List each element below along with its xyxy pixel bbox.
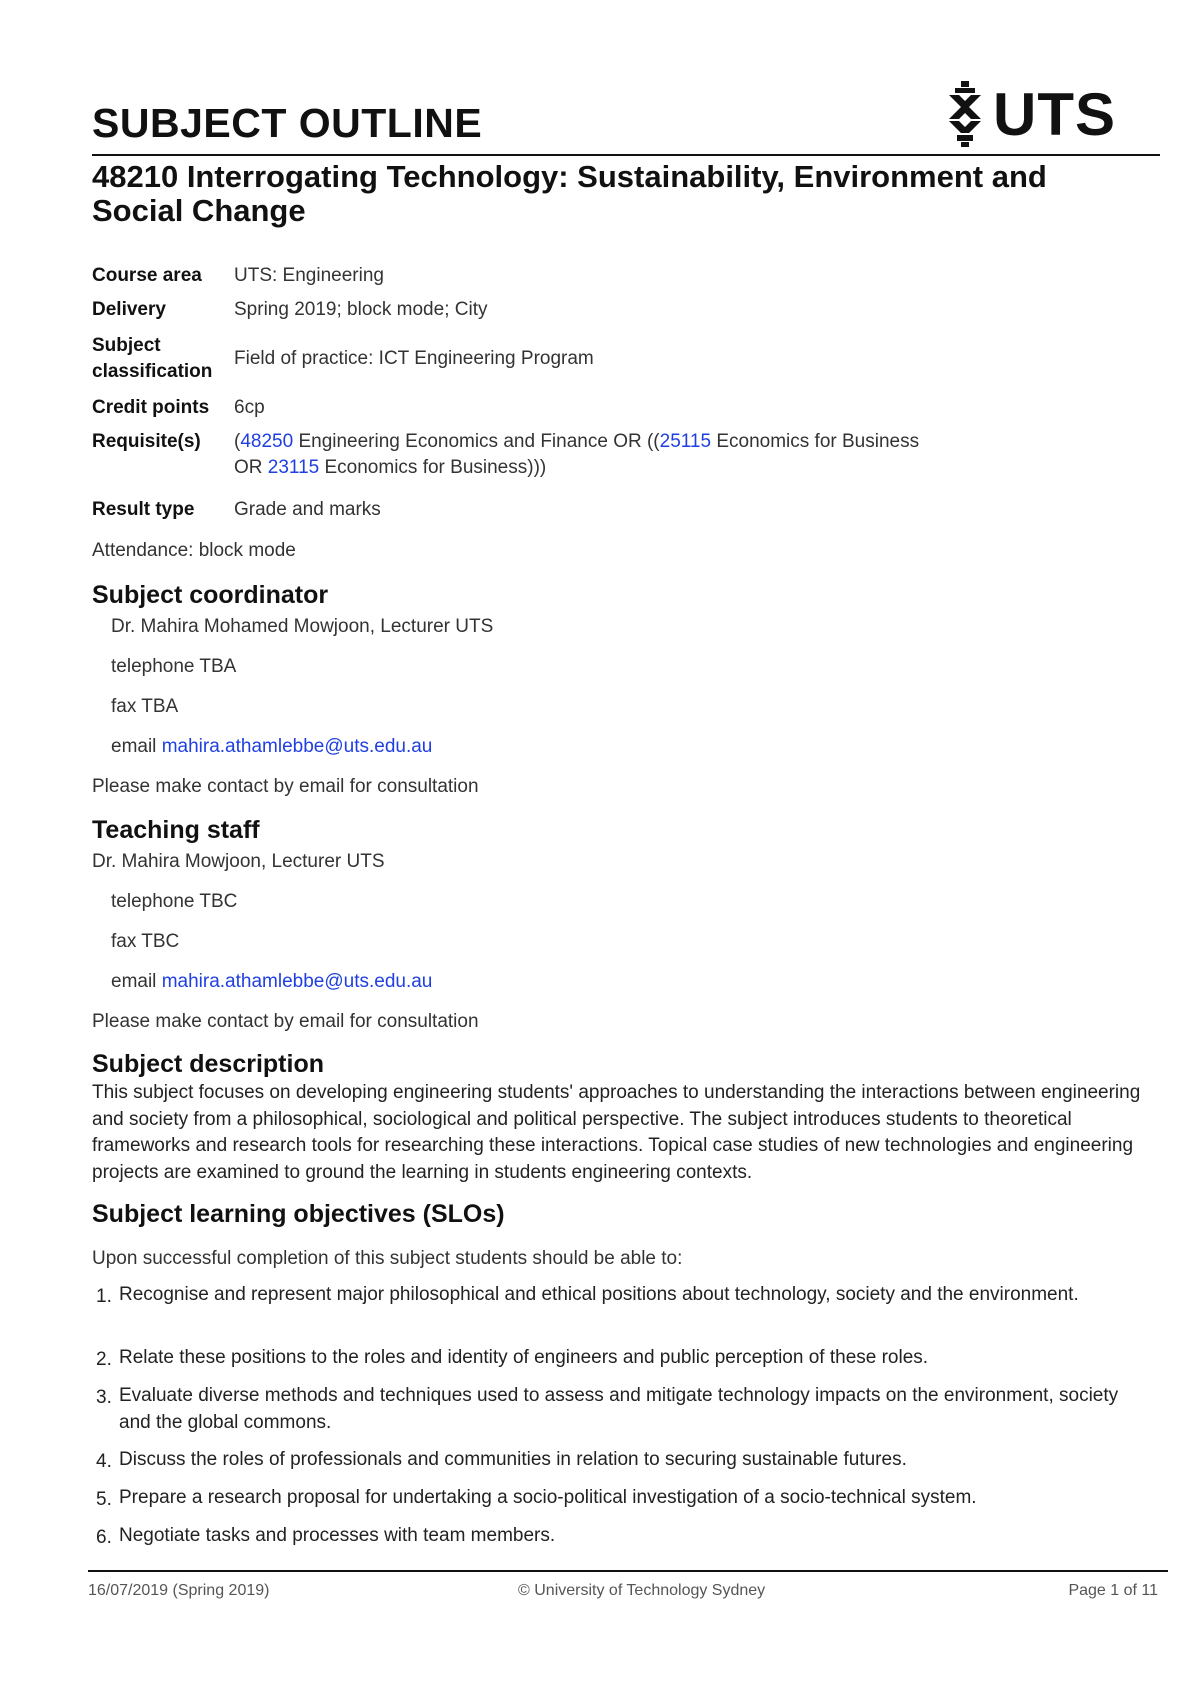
teaching-staff-name: Dr. Mahira Mowjoon, Lecturer UTS	[92, 851, 385, 872]
details-row-course-area	[92, 259, 919, 293]
teaching-staff-fax: fax TBC	[111, 931, 180, 952]
course-area-label: Course area	[92, 265, 202, 286]
delivery-label: Delivery	[92, 299, 166, 320]
slo-number: 2.	[96, 1349, 112, 1370]
req-text-3: OR	[234, 457, 268, 478]
slo-item	[92, 1345, 1152, 1372]
teaching-staff-heading: Teaching staff	[92, 816, 260, 844]
coordinator-name: Dr. Mahira Mohamed Mowjoon, Lecturer UTS	[111, 616, 494, 637]
subject-description-text: This subject focuses on developing engineering students' approaches to understanding the interactions between engineering and society from a philosophical, sociological and political perspective. The subject introduces students to theoretical frameworks and research tools for researching these interactions. Topical case studies of new technologies and engineering projects are examined to ground the learning in students engineering contexts.	[92, 1082, 1141, 1183]
footer-date: 16/07/2019 (Spring 2019)	[88, 1582, 270, 1599]
details-row-delivery	[92, 293, 919, 327]
slo-item	[92, 1383, 1152, 1436]
coordinator-fax: fax TBA	[111, 696, 179, 717]
slo-item	[92, 1523, 1152, 1550]
slo-text: Discuss the roles of professionals and communities in relation to securing sustainable futures.	[119, 1449, 907, 1470]
req-text-1: Engineering Economics and Finance OR ((	[293, 431, 660, 452]
classification-value: Field of practice: ICT Engineering Program	[234, 348, 594, 369]
slo-number: 1.	[96, 1286, 112, 1307]
subject-title: 48210 Interrogating Technology: Sustainability, Environment and Social Change	[92, 159, 1047, 228]
uts-logo	[943, 80, 1116, 148]
slo-number: 5.	[96, 1489, 112, 1510]
details-row-requisites	[92, 425, 919, 493]
teaching-staff-email-label: email	[111, 971, 157, 992]
req-open: (	[234, 431, 241, 452]
subject-details-table	[92, 259, 919, 527]
teaching-staff-email-line	[111, 971, 432, 993]
coordinator-heading: Subject coordinator	[92, 581, 329, 609]
coordinator-telephone: telephone TBA	[111, 656, 237, 677]
classification-label-line-2: classification	[92, 361, 213, 382]
delivery-value: Spring 2019; block mode; City	[234, 299, 488, 320]
slo-intro: Upon successful completion of this subject students should be able to:	[92, 1248, 683, 1269]
result-type-label: Result type	[92, 499, 195, 520]
slo-number: 3.	[96, 1387, 112, 1408]
slo-number: 4.	[96, 1451, 112, 1472]
slo-text: Prepare a research proposal for undertaking a socio-political investigation of a socio-technical system.	[119, 1487, 977, 1508]
slo-text: Negotiate tasks and processes with team members.	[119, 1525, 556, 1546]
requisite-link-25115[interactable]: 25115	[659, 431, 712, 452]
requisites-value	[234, 425, 919, 493]
classification-label	[92, 327, 234, 391]
slo-item	[92, 1282, 1152, 1309]
req-text-2: Economics for Business	[711, 431, 920, 452]
page-footer	[88, 1570, 1168, 1602]
classification-label-line-1: Subject	[92, 335, 161, 356]
page-header	[92, 80, 1160, 156]
teaching-staff-telephone: telephone TBC	[111, 891, 238, 912]
footer-copyright: © University of Technology Sydney	[518, 1582, 766, 1599]
slo-text: Evaluate diverse methods and techniques used to assess and mitigate technology impacts on the environment, society and the global commons.	[119, 1385, 1119, 1433]
details-row-classification	[92, 327, 919, 391]
footer-page-number: Page 1 of 11	[1068, 1582, 1158, 1599]
slo-text: Relate these positions to the roles and identity of engineers and public perception of these roles.	[119, 1347, 929, 1368]
details-row-credit	[92, 391, 919, 425]
slo-item	[92, 1447, 1152, 1474]
attendance-text: Attendance: block mode	[92, 540, 296, 561]
teaching-staff-note: Please make contact by email for consultation	[92, 1011, 479, 1032]
slo-item	[92, 1485, 1152, 1512]
req-text-4: Economics for Business)))	[319, 457, 547, 478]
credit-points-label: Credit points	[92, 397, 210, 418]
document-title: SUBJECT OUTLINE	[92, 100, 483, 146]
requisite-link-48250[interactable]: 48250	[240, 431, 294, 452]
teaching-staff-email-link[interactable]: mahira.athamlebbe@uts.edu.au	[161, 971, 433, 992]
coordinator-note: Please make contact by email for consultation	[92, 776, 479, 797]
course-area-value: UTS: Engineering	[234, 265, 384, 286]
requisite-link-23115[interactable]: 23115	[267, 457, 320, 478]
slo-number: 6.	[96, 1527, 112, 1548]
details-row-result-type	[92, 493, 919, 527]
slo-heading: Subject learning objectives (SLOs)	[92, 1200, 505, 1228]
requisites-label: Requisite(s)	[92, 431, 201, 452]
result-type-value: Grade and marks	[234, 499, 381, 520]
uts-logo-mark-icon	[943, 81, 987, 147]
subject-description-heading: Subject description	[92, 1050, 324, 1078]
logo-text: UTS	[993, 80, 1116, 148]
coordinator-email-line	[111, 736, 432, 758]
credit-points-value: 6cp	[234, 397, 265, 418]
slo-text: Recognise and represent major philosophical and ethical positions about technology, society and the environment.	[119, 1284, 1079, 1305]
coordinator-email-link[interactable]: mahira.athamlebbe@uts.edu.au	[161, 736, 433, 757]
coordinator-email-label: email	[111, 736, 157, 757]
